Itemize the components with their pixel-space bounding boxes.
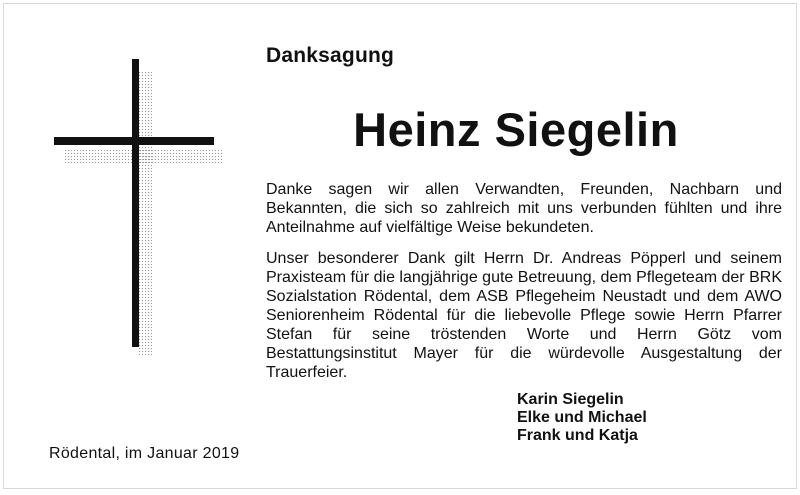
cross-shadow-vertical — [138, 71, 152, 357]
signer: Frank und Katja — [517, 427, 638, 444]
cross-icon — [54, 59, 224, 359]
signer: Elke und Michael — [517, 409, 647, 426]
place-date: Rödental, im Januar 2019 — [49, 445, 240, 462]
signers-list — [517, 391, 647, 445]
cross-beam-vertical — [132, 59, 139, 347]
thanks-paragraph-1: Danke sagen wir allen Verwandten, Freunden, Nachbarn und Bekannten, die sich so zahlreich mit uns verbunden fühlten und ihre Anteilnahme auf vielfältige Weise bekundeten. — [266, 181, 782, 236]
cross-beam-horizontal — [54, 137, 214, 145]
signer: Karin Siegelin — [517, 391, 624, 408]
obituary-notice — [3, 3, 797, 489]
cross-shadow-horizontal — [64, 149, 224, 163]
thanks-paragraph-2: Unser besonderer Dank gilt Herrn Dr. Andreas Pöpperl und seinem Praxisteam für die langjährige gute Betreuung, dem Pflegeteam der BRK Sozialstation Rödental, dem ASB Pflegeheim Neustadt und dem AWO Seniorenheim Rödental für die liebevolle Pflege sowie Herrn Pfarrer Stefan für seine tröstenden Worte und Herrn Götz vom Bestattungsinstitut Mayer für die würdevolle Ausgestaltung der Trauerfeier. — [266, 250, 782, 381]
deceased-name: Heinz Siegelin — [353, 103, 679, 156]
notice-heading: Danksagung — [266, 44, 395, 67]
